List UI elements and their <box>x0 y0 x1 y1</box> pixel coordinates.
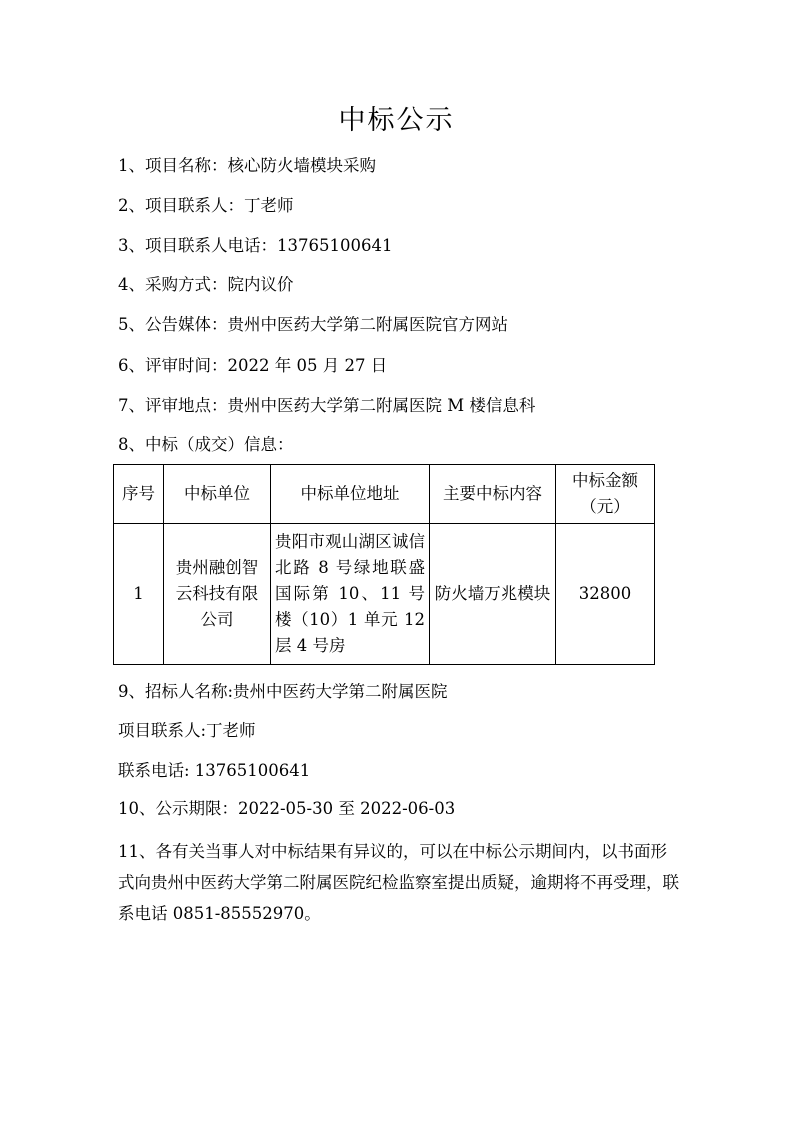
announcement-media-line: 5、公告媒体：贵州中医药大学第二附属医院官方网站 <box>118 315 508 334</box>
header-unit: 中标单位 <box>164 465 271 524</box>
project-name-line: 1、项目名称：核心防火墙模块采购 <box>118 156 376 175</box>
page-title: 中标公示 <box>338 105 455 136</box>
tender-phone-line: 联系电话: 13765100641 <box>118 761 311 780</box>
project-contact-line: 2、项目联系人：丁老师 <box>118 196 294 215</box>
cell-amount: 32800 <box>556 524 655 665</box>
cell-content: 防火墙万兆模块 <box>430 524 556 665</box>
objection-notice: 11、各有关当事人对中标结果有异议的，可以在中标公示期间内，以书面形式向贵州中医药大学第二附属医院纪检监察室提出质疑，逾期将不再受理，联系电话 0851-85552970。 <box>118 842 679 923</box>
tender-contact-line: 项目联系人:丁老师 <box>118 721 256 740</box>
project-phone-line: 3、项目联系人电话：13765100641 <box>118 236 393 255</box>
table-row <box>114 524 655 665</box>
header-seq: 序号 <box>114 465 164 524</box>
cell-unit: 贵州融创智云科技有限公司 <box>164 524 271 665</box>
bid-result-table <box>113 464 655 665</box>
header-amount: 中标金额（元） <box>556 465 655 524</box>
header-content: 主要中标内容 <box>430 465 556 524</box>
table-header-row <box>114 465 655 524</box>
cell-address: 贵阳市观山湖区诚信北路 8 号绿地联盛国际第 10、11 号楼（10）1 单元 12 层 4 号房 <box>271 524 430 665</box>
publicity-period-line: 10、公示期限：2022-05-30 至 2022-06-03 <box>118 799 456 818</box>
review-time-line: 6、评审时间：2022 年 05 月 27 日 <box>118 356 388 375</box>
review-location-line: 7、评审地点：贵州中医药大学第二附属医院 M 楼信息科 <box>118 396 536 415</box>
tenderer-name-line: 9、招标人名称:贵州中医药大学第二附属医院 <box>118 682 448 701</box>
header-address: 中标单位地址 <box>271 465 430 524</box>
bid-info-heading: 8、中标（成交）信息： <box>118 435 294 454</box>
purchase-method-line: 4、采购方式：院内议价 <box>118 275 294 294</box>
cell-seq: 1 <box>114 524 164 665</box>
